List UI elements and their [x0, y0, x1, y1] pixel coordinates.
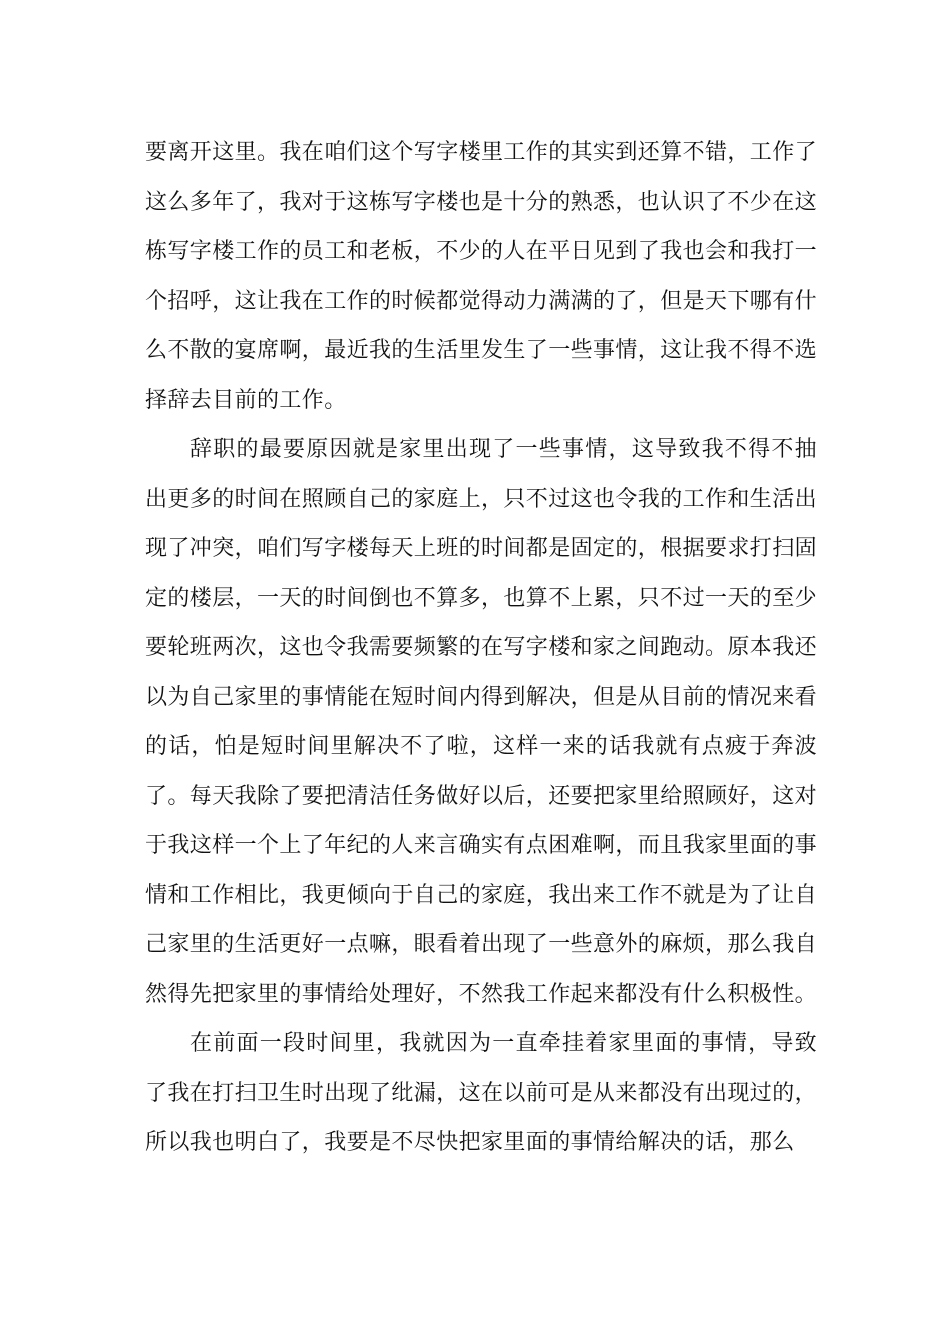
paragraph-3: 在前面一段时间里，我就因为一直牵挂着家里面的事情，导致了我在打扫卫生时出现了纰漏，这在以前可是从来都没有出现过的，所以我也明白了，我要是不尽快把家里面的事情给解决的话，那么 [145, 1031, 818, 1155]
document-body [145, 128, 817, 1168]
paragraph-2: 辞职的最要原因就是家里出现了一些事情，这导致我不得不抽出更多的时间在照顾自己的家庭上，只不过这也令我的工作和生活出现了冲突，咱们写字楼每天上班的时间都是固定的，根据要求打扫固定的楼层，一天的时间倒也不算多，也算不上累，只不过一天的至少要轮班两次，这也令我需要频繁的在写字楼和家之间跑动。原本我还以为自己家里的事情能在短时间内得到解决，但是从目前的情况来看的话，怕是短时间里解决不了啦，这样一来的话我就有点疲于奔波了。每天我除了要把清洁任务做好以后，还要把家里给照顾好，这对于我这样一个上了年纪的人来言确实有点困难啊，而且我家里面的事情和工作相比，我更倾向于自己的家庭，我出来工作不就是为了让自己家里的生活更好一点嘛，眼看着出现了一些意外的麻烦，那么我自然得先把家里的事情给处理好，不然我工作起来都没有什么积极性。 [145, 437, 818, 1007]
paragraph-1: 要离开这里。我在咱们这个写字楼里工作的其实到还算不错，工作了这么多年了，我对于这栋写字楼也是十分的熟悉，也认识了不少在这栋写字楼工作的员工和老板，不少的人在平日见到了我也会和我打一个招呼，这让我在工作的时候都觉得动力满满的了，但是天下哪有什么不散的宴席啊，最近我的生活里发生了一些事情，这让我不得不选择辞去目前的工作。 [145, 140, 818, 413]
